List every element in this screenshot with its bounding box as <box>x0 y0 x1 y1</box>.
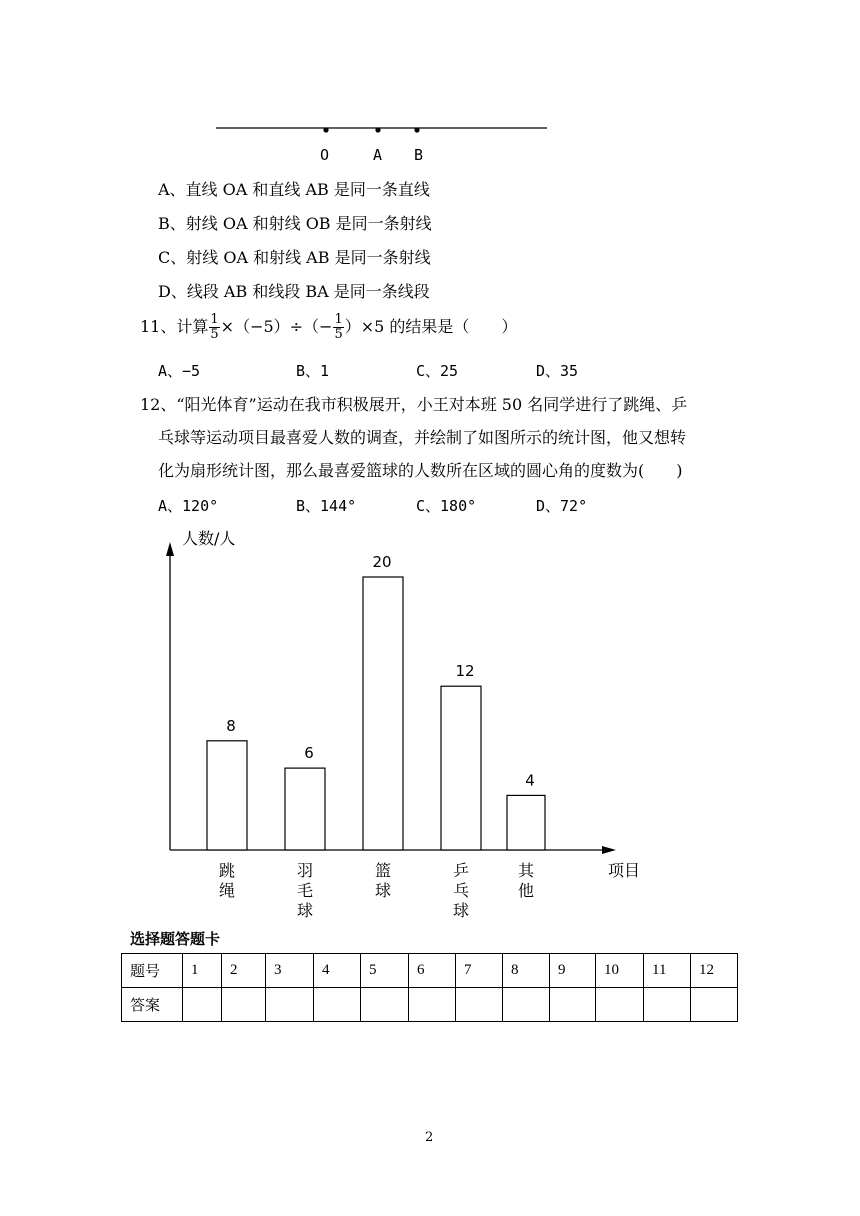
q12-option-d: D、72° <box>536 497 588 515</box>
category-label: 球 <box>296 901 314 920</box>
row-label-answer: 答案 <box>122 988 183 1022</box>
q11-option-b: B、1 <box>296 362 330 380</box>
answer-cell[interactable] <box>409 988 456 1022</box>
answer-card-title: 选择题答题卡 <box>130 930 221 948</box>
answer-cell[interactable] <box>222 988 266 1022</box>
q10-option-b: B、射线 OA 和射线 OB 是同一条射线 <box>158 214 432 233</box>
q11-frac2-den: 5 <box>334 327 343 342</box>
point-a-label: A <box>373 146 383 164</box>
number-cell: 4 <box>314 954 361 988</box>
q11-frac1-num: 1 <box>210 312 219 327</box>
category-label: 篮 <box>374 861 392 880</box>
number-cell: 9 <box>550 954 596 988</box>
category-label: 毛 <box>296 881 314 900</box>
q11-fraction-2 <box>333 313 343 342</box>
bar-value-label: 4 <box>525 771 535 790</box>
number-cell: 6 <box>409 954 456 988</box>
category-label: 跳 <box>218 861 236 880</box>
category-label: 乓 <box>452 881 470 900</box>
number-cell: 5 <box>361 954 409 988</box>
bar-value-label: 6 <box>304 744 314 763</box>
number-cell: 2 <box>222 954 266 988</box>
number-cell: 12 <box>691 954 738 988</box>
bar <box>285 768 325 850</box>
point-b-dot <box>414 127 419 132</box>
bar <box>507 795 545 850</box>
category-label: 他 <box>517 881 535 900</box>
bar-chart <box>150 520 650 920</box>
row-label-number: 题号 <box>122 954 183 988</box>
answer-cell[interactable] <box>596 988 644 1022</box>
number-line <box>210 118 555 168</box>
bar <box>207 741 247 850</box>
number-cell: 11 <box>644 954 691 988</box>
bar <box>441 686 481 850</box>
number-cell: 1 <box>183 954 222 988</box>
number-cell: 8 <box>503 954 550 988</box>
point-o-label: O <box>320 146 330 164</box>
q11-fraction-1 <box>209 313 219 342</box>
q11-suffix: ）×5 的结果是（ ） <box>344 317 518 336</box>
q12-option-a: A、120° <box>158 497 219 515</box>
point-b-label: B <box>414 146 424 164</box>
q12-line-2: 乓球等运动项目最喜爱人数的调查，并绘制了如图所示的统计图，他又想转 <box>158 428 687 447</box>
category-label: 球 <box>452 901 470 920</box>
q11-stem <box>140 313 517 342</box>
x-axis-arrow <box>602 846 616 854</box>
q10-option-d: D、线段 AB 和线段 BA 是同一条线段 <box>158 282 430 301</box>
number-cell: 10 <box>596 954 644 988</box>
bar-value-label: 8 <box>226 716 236 735</box>
q12-option-b: B、144° <box>296 497 357 515</box>
q12-line-3: 化为扇形统计图，那么最喜爱篮球的人数所在区域的圆心角的度数为( ) <box>158 461 683 480</box>
category-label: 乒 <box>452 861 470 880</box>
number-cell: 7 <box>456 954 503 988</box>
answer-card-table <box>121 953 738 1022</box>
answer-cell[interactable] <box>266 988 314 1022</box>
bar-value-label: 12 <box>455 662 475 681</box>
page-number: 2 <box>425 1130 434 1145</box>
q12-option-c: C、180° <box>416 497 477 515</box>
point-a-dot <box>375 127 380 132</box>
q11-option-c: C、25 <box>416 362 459 380</box>
point-o-dot <box>323 127 328 132</box>
q10-option-a: A、直线 OA 和直线 AB 是同一条直线 <box>158 180 430 199</box>
answer-cell[interactable] <box>183 988 222 1022</box>
category-label: 球 <box>374 881 392 900</box>
q11-option-d: D、35 <box>536 362 579 380</box>
category-label: 羽 <box>296 861 314 880</box>
q11-frac2-num: 1 <box>334 312 343 327</box>
answer-cell[interactable] <box>314 988 361 1022</box>
q11-mid: ×（−5）÷（− <box>220 317 333 336</box>
answer-cell[interactable] <box>361 988 409 1022</box>
answer-card-number-row <box>122 954 738 988</box>
bar <box>363 577 403 850</box>
answer-cell[interactable] <box>691 988 738 1022</box>
answer-card-answer-row <box>122 988 738 1022</box>
bar-value-label: 20 <box>372 553 392 571</box>
answer-cell[interactable] <box>456 988 503 1022</box>
q12-line-1: 12、“阳光体育”运动在我市积极展开，小王对本班 50 名同学进行了跳绳、乒 <box>140 395 688 414</box>
q11-option-a: A、−5 <box>158 362 201 380</box>
q10-option-c: C、射线 OA 和射线 AB 是同一条射线 <box>158 248 431 267</box>
category-label: 其 <box>517 861 535 880</box>
y-axis-title: 人数/人 <box>182 529 236 548</box>
x-axis-title: 项目 <box>608 861 641 880</box>
q11-prefix: 11、计算 <box>140 317 209 336</box>
answer-cell[interactable] <box>503 988 550 1022</box>
number-cell: 3 <box>266 954 314 988</box>
category-label: 绳 <box>218 881 236 900</box>
answer-cell[interactable] <box>644 988 691 1022</box>
q11-frac1-den: 5 <box>210 327 219 342</box>
answer-cell[interactable] <box>550 988 596 1022</box>
y-axis-arrow <box>166 542 174 556</box>
